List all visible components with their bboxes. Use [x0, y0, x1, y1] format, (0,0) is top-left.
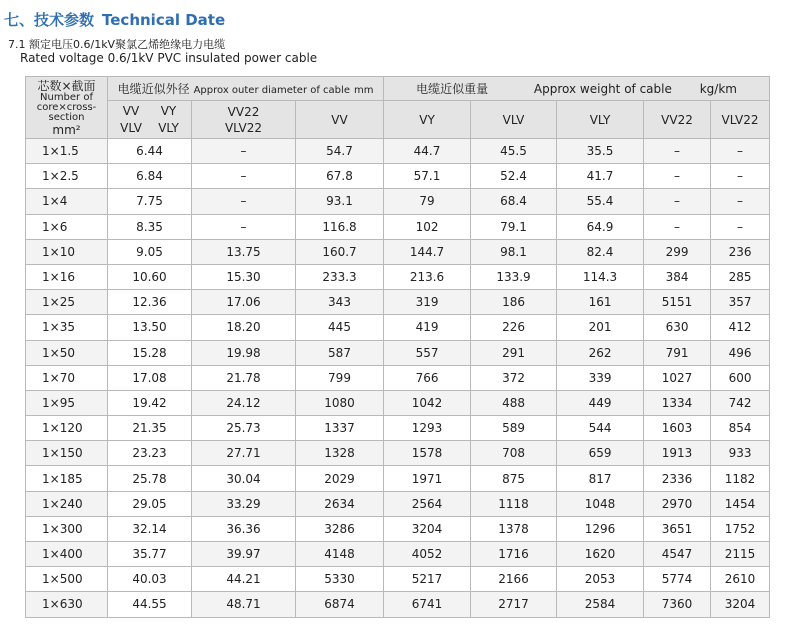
weight-vv22-cell: 2336	[644, 466, 711, 491]
od-vv22-cell: 18.20	[192, 315, 296, 340]
weight-vly-cell: 449	[557, 390, 644, 415]
od-vv-vy-cell: 32.14	[108, 516, 192, 541]
od-col-vlv: VLV	[120, 120, 142, 135]
weight-vlv-cell: 589	[471, 416, 557, 441]
weight-vv22-cell: 1334	[644, 390, 711, 415]
weight-vlv-cell: 2166	[471, 567, 557, 592]
weight-vy-cell: 2564	[384, 491, 471, 516]
core-header-unit: mm²	[52, 122, 81, 137]
weight-vv-cell: 5330	[296, 567, 384, 592]
weight-vv22-cell: 4547	[644, 542, 711, 567]
weight-vv-cell: 4148	[296, 542, 384, 567]
weight-col-vlv: VLV	[471, 101, 557, 139]
weight-vly-cell: 2584	[557, 592, 644, 617]
table-row	[26, 264, 770, 289]
od-vv22-cell: –	[192, 214, 296, 239]
weight-vlv-cell: 79.1	[471, 214, 557, 239]
weight-vv-cell: 587	[296, 340, 384, 365]
weight-vy-cell: 213.6	[384, 264, 471, 289]
od-vv22-cell: 19.98	[192, 340, 296, 365]
weight-vlv22-cell: 742	[711, 390, 770, 415]
od-vv-vy-cell: 9.05	[108, 239, 192, 264]
weight-vlv-cell: 2717	[471, 592, 557, 617]
core-header-en-1: Number of	[40, 91, 93, 103]
weight-vlv-cell: 98.1	[471, 239, 557, 264]
od-vv-vy-cell: 7.75	[108, 189, 192, 214]
table-row	[26, 340, 770, 365]
weight-vly-cell: 1620	[557, 542, 644, 567]
od-vv22-cell: 24.12	[192, 390, 296, 415]
od-vv22-cell: –	[192, 139, 296, 164]
weight-vv-cell: 6874	[296, 592, 384, 617]
od-col-vv22: VV22	[227, 104, 260, 119]
weight-vly-cell: 817	[557, 466, 644, 491]
table-row	[26, 466, 770, 491]
od-vv-vy-cell: 21.35	[108, 416, 192, 441]
weight-vlv22-cell: 357	[711, 290, 770, 315]
weight-vlv-cell: 133.9	[471, 264, 557, 289]
weight-vy-cell: 4052	[384, 542, 471, 567]
weight-vlv22-cell: –	[711, 139, 770, 164]
table-caption-cn: 7.1 额定电压0.6/1kV聚氯乙烯绝缘电力电缆	[8, 38, 226, 51]
od-vv22-cell: 30.04	[192, 466, 296, 491]
weight-vy-cell: 319	[384, 290, 471, 315]
weight-vv-cell: 445	[296, 315, 384, 340]
table-row	[26, 390, 770, 415]
od-col-vv-vy-vlv-vly	[108, 101, 192, 139]
weight-vv-cell: 2634	[296, 491, 384, 516]
od-vv-vy-cell: 44.55	[108, 592, 192, 617]
table-row	[26, 315, 770, 340]
weight-vv22-cell: 1027	[644, 365, 711, 390]
core-section-header	[26, 77, 108, 139]
weight-vlv-cell: 708	[471, 441, 557, 466]
core-header-en-2: core×cross-	[36, 101, 97, 113]
core-section-cell: 1×150	[26, 441, 108, 466]
weight-vlv22-cell: 1454	[711, 491, 770, 516]
weight-vlv22-cell: 2610	[711, 567, 770, 592]
weight-vy-cell: 1042	[384, 390, 471, 415]
od-vv-vy-cell: 35.77	[108, 542, 192, 567]
od-vv-vy-cell: 25.78	[108, 466, 192, 491]
table-row	[26, 516, 770, 541]
core-section-cell: 1×50	[26, 340, 108, 365]
core-section-cell: 1×630	[26, 592, 108, 617]
weight-vly-cell: 35.5	[557, 139, 644, 164]
od-vv22-cell: –	[192, 164, 296, 189]
od-vv22-cell: 36.36	[192, 516, 296, 541]
od-col-vv: VV	[122, 103, 140, 118]
weight-vy-cell: 144.7	[384, 239, 471, 264]
weight-col-vly: VLY	[557, 101, 644, 139]
weight-vy-cell: 3204	[384, 516, 471, 541]
weight-vlv22-cell: 854	[711, 416, 770, 441]
weight-vlv22-cell: 412	[711, 315, 770, 340]
core-header-en-3: section	[48, 111, 85, 123]
outer-diameter-header	[108, 77, 384, 101]
weight-header-cn: 电缆近似重量	[416, 82, 489, 96]
weight-col-vy: VY	[384, 101, 471, 139]
od-vv-vy-cell: 6.84	[108, 164, 192, 189]
weight-vlv22-cell: –	[711, 189, 770, 214]
weight-vv22-cell: 384	[644, 264, 711, 289]
table-row	[26, 290, 770, 315]
od-vv22-cell: 21.78	[192, 365, 296, 390]
weight-vly-cell: 55.4	[557, 189, 644, 214]
weight-vy-cell: 102	[384, 214, 471, 239]
weight-vy-cell: 1971	[384, 466, 471, 491]
weight-vly-cell: 82.4	[557, 239, 644, 264]
table-row	[26, 139, 770, 164]
weight-vly-cell: 64.9	[557, 214, 644, 239]
weight-col-vlv22: VLV22	[711, 101, 770, 139]
weight-header-en: Approx weight of cable	[533, 82, 672, 96]
od-vv-vy-cell: 10.60	[108, 264, 192, 289]
weight-vv-cell: 116.8	[296, 214, 384, 239]
od-vv-vy-cell: 13.50	[108, 315, 192, 340]
core-section-cell: 1×4	[26, 189, 108, 214]
od-vv22-cell: 17.06	[192, 290, 296, 315]
weight-vlv-cell: 226	[471, 315, 557, 340]
core-section-cell: 1×35	[26, 315, 108, 340]
weight-vv-cell: 93.1	[296, 189, 384, 214]
weight-vlv-cell: 1118	[471, 491, 557, 516]
od-header-cn: 电缆近似外径	[117, 82, 190, 96]
table-row	[26, 189, 770, 214]
weight-vv-cell: 2029	[296, 466, 384, 491]
weight-vlv-cell: 875	[471, 466, 557, 491]
weight-vv22-cell: 5151	[644, 290, 711, 315]
weight-vv-cell: 343	[296, 290, 384, 315]
od-header-unit: mm	[353, 85, 374, 96]
od-vv-vy-cell: 12.36	[108, 290, 192, 315]
weight-vv22-cell: –	[644, 189, 711, 214]
od-vv-vy-cell: 8.35	[108, 214, 192, 239]
weight-vlv-cell: 488	[471, 390, 557, 415]
table-row	[26, 592, 770, 617]
table-row	[26, 239, 770, 264]
weight-vv-cell: 233.3	[296, 264, 384, 289]
weight-vv22-cell: 299	[644, 239, 711, 264]
core-section-cell: 1×240	[26, 491, 108, 516]
od-vv22-cell: 48.71	[192, 592, 296, 617]
od-vv22-cell: 15.30	[192, 264, 296, 289]
weight-vly-cell: 41.7	[557, 164, 644, 189]
weight-vv-cell: 1328	[296, 441, 384, 466]
od-vv-vy-cell: 15.28	[108, 340, 192, 365]
weight-vlv22-cell: 933	[711, 441, 770, 466]
weight-vv22-cell: 5774	[644, 567, 711, 592]
core-section-cell: 1×400	[26, 542, 108, 567]
table-body	[26, 139, 770, 618]
weight-vly-cell: 114.3	[557, 264, 644, 289]
od-vv22-cell: 44.21	[192, 567, 296, 592]
od-vv-vy-cell: 29.05	[108, 491, 192, 516]
core-section-cell: 1×16	[26, 264, 108, 289]
weight-vly-cell: 1048	[557, 491, 644, 516]
weight-header	[384, 77, 770, 101]
weight-vy-cell: 6741	[384, 592, 471, 617]
weight-vv22-cell: –	[644, 164, 711, 189]
od-col-vy: VY	[160, 103, 177, 118]
table-row	[26, 441, 770, 466]
weight-vlv-cell: 291	[471, 340, 557, 365]
weight-vlv22-cell: 496	[711, 340, 770, 365]
section-heading-en: Technical Date	[102, 11, 226, 29]
weight-vv22-cell: 630	[644, 315, 711, 340]
weight-vy-cell: 1293	[384, 416, 471, 441]
table-row	[26, 214, 770, 239]
weight-vv-cell: 1080	[296, 390, 384, 415]
od-vv22-cell: 39.97	[192, 542, 296, 567]
weight-vlv-cell: 68.4	[471, 189, 557, 214]
core-section-cell: 1×95	[26, 390, 108, 415]
core-section-cell: 1×185	[26, 466, 108, 491]
weight-vlv22-cell: 600	[711, 365, 770, 390]
weight-vlv22-cell: 1752	[711, 516, 770, 541]
od-header-en: Approx outer diameter of cable	[193, 85, 350, 96]
weight-vlv-cell: 52.4	[471, 164, 557, 189]
weight-vy-cell: 419	[384, 315, 471, 340]
weight-vlv-cell: 372	[471, 365, 557, 390]
weight-col-vv: VV	[296, 101, 384, 139]
weight-header-unit: kg/km	[699, 82, 737, 96]
od-vv-vy-cell: 40.03	[108, 567, 192, 592]
weight-vly-cell: 544	[557, 416, 644, 441]
weight-vly-cell: 659	[557, 441, 644, 466]
table-row	[26, 416, 770, 441]
core-section-cell: 1×10	[26, 239, 108, 264]
weight-vv22-cell: –	[644, 214, 711, 239]
weight-vy-cell: 1578	[384, 441, 471, 466]
section-heading	[4, 9, 225, 30]
weight-vv22-cell: 1913	[644, 441, 711, 466]
od-col-vlv22: VLV22	[224, 120, 263, 135]
weight-vv-cell: 799	[296, 365, 384, 390]
weight-vv22-cell: 791	[644, 340, 711, 365]
weight-vy-cell: 44.7	[384, 139, 471, 164]
od-col-vv22-vlv22	[192, 101, 296, 139]
weight-col-vv22: VV22	[644, 101, 711, 139]
core-section-cell: 1×300	[26, 516, 108, 541]
weight-vlv-cell: 45.5	[471, 139, 557, 164]
weight-vv22-cell: 3651	[644, 516, 711, 541]
weight-vly-cell: 262	[557, 340, 644, 365]
weight-vlv-cell: 186	[471, 290, 557, 315]
weight-vlv22-cell: 236	[711, 239, 770, 264]
weight-vv22-cell: 7360	[644, 592, 711, 617]
core-section-cell: 1×1.5	[26, 139, 108, 164]
weight-vy-cell: 79	[384, 189, 471, 214]
od-vv22-cell: 27.71	[192, 441, 296, 466]
weight-vlv22-cell: 2115	[711, 542, 770, 567]
od-vv22-cell: 13.75	[192, 239, 296, 264]
weight-vv-cell: 160.7	[296, 239, 384, 264]
weight-vy-cell: 5217	[384, 567, 471, 592]
weight-vy-cell: 57.1	[384, 164, 471, 189]
table-row	[26, 164, 770, 189]
weight-vlv22-cell: –	[711, 214, 770, 239]
weight-vly-cell: 161	[557, 290, 644, 315]
weight-vly-cell: 1296	[557, 516, 644, 541]
weight-vly-cell: 2053	[557, 567, 644, 592]
od-vv-vy-cell: 19.42	[108, 390, 192, 415]
table-caption-en: Rated voltage 0.6/1kV PVC insulated power cable	[20, 51, 318, 65]
weight-vy-cell: 557	[384, 340, 471, 365]
core-section-cell: 1×25	[26, 290, 108, 315]
core-section-cell: 1×70	[26, 365, 108, 390]
core-header-cn: 芯数×截面	[37, 78, 96, 93]
core-section-cell: 1×120	[26, 416, 108, 441]
weight-vv22-cell: –	[644, 139, 711, 164]
weight-vlv-cell: 1378	[471, 516, 557, 541]
cable-spec-table	[25, 76, 770, 618]
weight-vlv22-cell: 1182	[711, 466, 770, 491]
table-row	[26, 491, 770, 516]
weight-vly-cell: 201	[557, 315, 644, 340]
od-vv-vy-cell: 23.23	[108, 441, 192, 466]
od-vv22-cell: –	[192, 189, 296, 214]
table-row	[26, 365, 770, 390]
table-row	[26, 567, 770, 592]
section-heading-cn: 七、技术参数	[4, 11, 95, 29]
core-section-cell: 1×6	[26, 214, 108, 239]
weight-vlv22-cell: –	[711, 164, 770, 189]
weight-vv-cell: 3286	[296, 516, 384, 541]
core-section-cell: 1×2.5	[26, 164, 108, 189]
od-vv-vy-cell: 6.44	[108, 139, 192, 164]
od-vv22-cell: 25.73	[192, 416, 296, 441]
weight-vlv-cell: 1716	[471, 542, 557, 567]
weight-vlv22-cell: 3204	[711, 592, 770, 617]
weight-vv-cell: 1337	[296, 416, 384, 441]
weight-vlv22-cell: 285	[711, 264, 770, 289]
weight-vv-cell: 54.7	[296, 139, 384, 164]
od-vv-vy-cell: 17.08	[108, 365, 192, 390]
table-row	[26, 542, 770, 567]
weight-vv22-cell: 2970	[644, 491, 711, 516]
weight-vv-cell: 67.8	[296, 164, 384, 189]
core-section-cell: 1×500	[26, 567, 108, 592]
weight-vy-cell: 766	[384, 365, 471, 390]
weight-vv22-cell: 1603	[644, 416, 711, 441]
od-col-vly: VLY	[158, 120, 179, 135]
weight-vly-cell: 339	[557, 365, 644, 390]
od-vv22-cell: 33.29	[192, 491, 296, 516]
